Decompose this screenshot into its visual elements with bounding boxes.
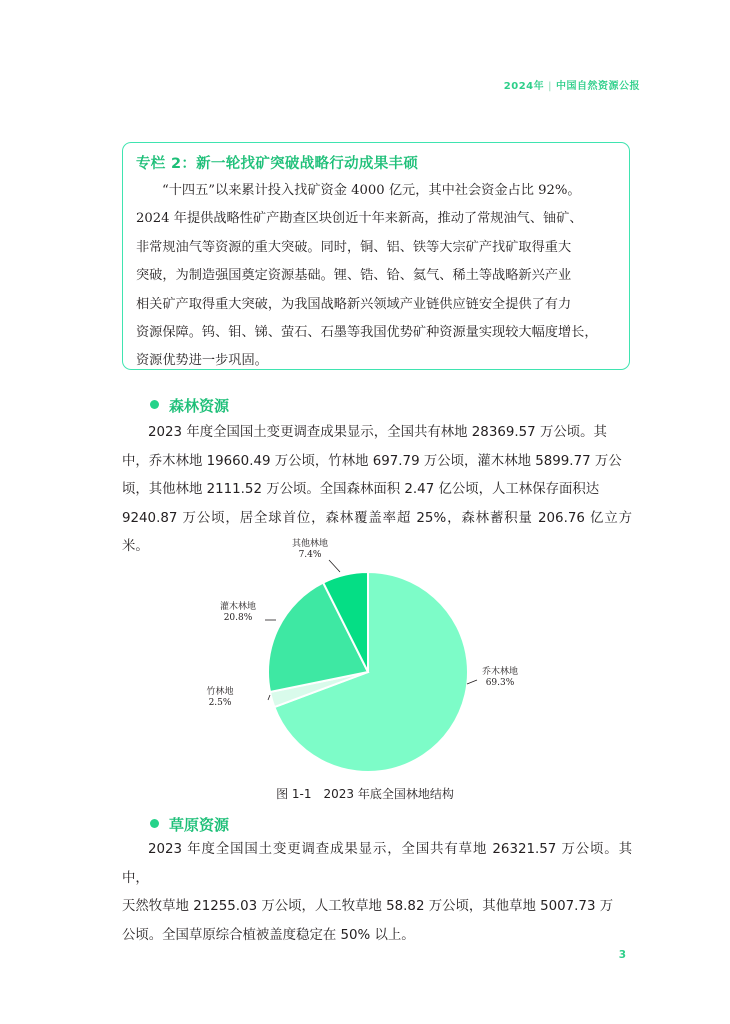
header-title: 中国自然资源公报 — [556, 81, 640, 92]
slice-percent-label: 2.5% — [208, 698, 232, 708]
feature-box-title: 专栏 2：新一轮找矿突破战略行动成果丰硕 — [136, 156, 419, 172]
running-header — [504, 77, 640, 92]
grassland-paragraph — [122, 836, 632, 950]
slice-percent-label: 20.8% — [223, 613, 253, 623]
header-year: 2024年 — [503, 81, 545, 92]
box-line: 非常规油气等资源的重大突破。同时，铜、铝、铁等大宗矿产找矿取得重大 — [136, 239, 572, 255]
feature-box — [122, 142, 630, 370]
para-line: 9240.87 万公顷，居全球首位，森林覆盖率超 25%，森林蓄积量 206.76 亿立方米。 — [122, 510, 632, 554]
box-line: 2024 年提供战略性矿产勘查区块创近十年来新高，推动了常规油气、铀矿、 — [136, 211, 583, 227]
box-line: 突破，为制造强国奠定资源基础。锂、锆、铪、氦气、稀土等战略新兴产业 — [136, 268, 572, 284]
leader-line — [329, 560, 340, 572]
slice-label: 乔木林地 — [481, 667, 519, 677]
leader-line — [268, 695, 270, 700]
box-line: 相关矿产取得重大突破，为我国战略新兴领域产业链供应链安全提供了有力 — [136, 296, 572, 312]
para-line: 顷，其他林地 2111.52 万公顷。全国森林面积 2.47 亿公顷，人工林保存面积达 — [122, 482, 600, 497]
bullet-dot-icon — [150, 400, 159, 409]
slice-percent-label: 69.3% — [485, 678, 515, 688]
slice-label: 灌木林地 — [219, 602, 257, 612]
box-line: “十四五”以来累计投入找矿资金 4000 亿元，其中社会资金占比 92%。 — [162, 183, 581, 198]
header-separator: | — [548, 81, 552, 92]
para-line: 中，乔木林地 19660.49 万公顷，竹林地 697.79 万公顷，灌木林地 5899.77 万公 — [122, 453, 622, 469]
box-line: 资源保障。钨、钼、锑、萤石、石墨等我国优势矿种资源量实现较大幅度增长， — [136, 325, 598, 341]
slice-label: 其他林地 — [291, 539, 329, 549]
box-line: 资源优势进一步巩固。 — [136, 353, 268, 369]
grassland-heading: 草原资源 — [150, 814, 229, 835]
forest-heading: 森林资源 — [150, 395, 229, 416]
bullet-dot-icon — [150, 819, 159, 828]
page-number: 3 — [618, 949, 626, 961]
para-line: 2023 年度全国国土变更调查成果显示，全国共有草地 26321.57 万公顷。其中， — [122, 842, 632, 886]
slice-label: 竹林地 — [206, 687, 234, 697]
slice-percent-label: 7.4% — [298, 550, 322, 560]
chart-caption: 图 1-1 2023 年底全国林地结构 — [276, 787, 454, 801]
para-line: 天然牧草地 21255.03 万公顷，人工牧草地 58.82 万公顷，其他草地 5007.73 万 — [122, 899, 614, 914]
feature-box-body — [136, 177, 619, 376]
para-line: 2023 年度全国国土变更调查成果显示，全国共有林地 28369.57 万公顷。其 — [148, 425, 607, 440]
para-line: 公顷。全国草原综合植被盖度稳定在 50% 以上。 — [122, 927, 415, 943]
forest-land-pie-chart — [180, 528, 580, 788]
